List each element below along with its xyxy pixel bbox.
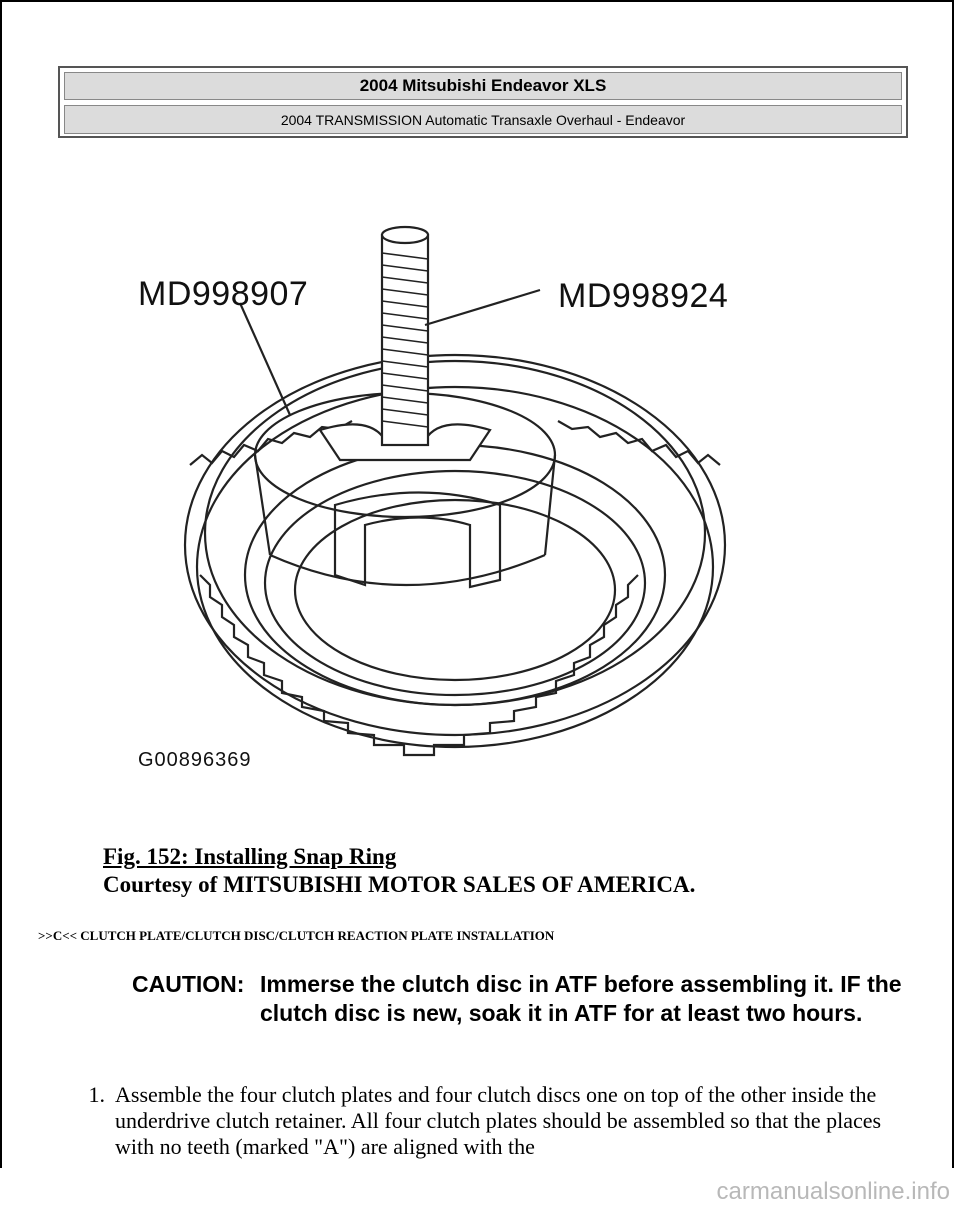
section-subtitle: 2004 TRANSMISSION Automatic Transaxle Overhaul - Endeavor	[64, 105, 902, 134]
step-item	[60, 1082, 920, 1160]
tool-label-md998907: MD998907	[138, 275, 309, 313]
figure-caption	[103, 843, 803, 899]
caution-label: CAUTION:	[132, 971, 245, 997]
figure-code: G00896369	[138, 749, 252, 771]
caution-text: Immerse the clutch disc in ATF before assembling it. IF the clutch disc is new, soak it in ATF for at least two hours.	[260, 971, 902, 1026]
tool-label-md998924: MD998924	[558, 277, 729, 315]
watermark: carmanualsonline.info	[716, 1178, 950, 1205]
figure-installing-snap-ring	[120, 215, 760, 785]
caution-note	[132, 970, 912, 1028]
document-header	[58, 66, 908, 138]
section-heading: >>C<< CLUTCH PLATE/CLUTCH DISC/CLUTCH REACTION PLATE INSTALLATION	[38, 928, 555, 943]
figure-credit: Courtesy of MITSUBISHI MOTOR SALES OF AMERICA.	[103, 872, 696, 897]
step-text: Assemble the four clutch plates and four clutch discs one on top of the other inside the underdrive clutch retainer. All four clutch plates should be assembled so that the places with no teeth (marked "A") are aligned with the	[115, 1082, 882, 1159]
figure-title: Fig. 152: Installing Snap Ring	[103, 844, 397, 869]
step-number: 1.	[88, 1082, 105, 1107]
vehicle-title: 2004 Mitsubishi Endeavor XLS	[64, 72, 902, 100]
